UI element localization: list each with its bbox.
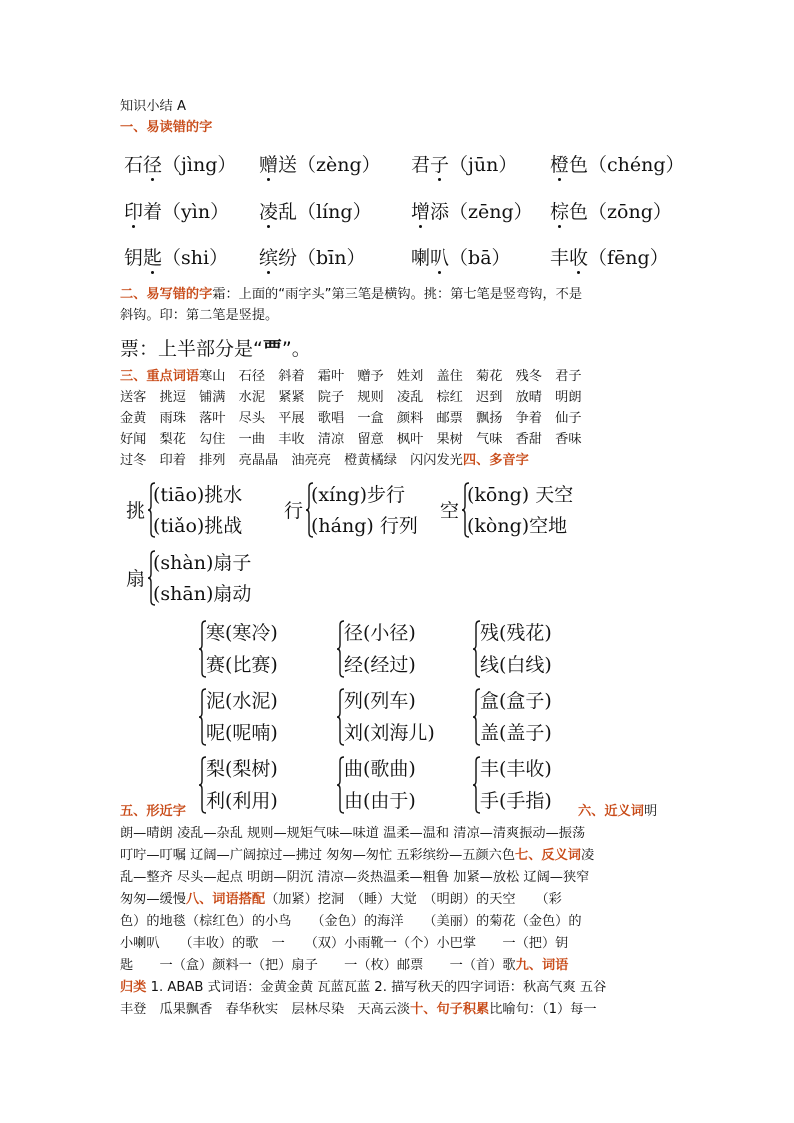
- section-1-heading: 一、易读错的字: [120, 120, 213, 135]
- section-8-heading: 八、词语搭配: [185, 892, 266, 907]
- category-text: 1. ABAB 式词语：金黄金黄 瓦蓝瓦蓝 2. 描写秋天的四字词语：秋高气爽 五谷: [146, 980, 607, 995]
- similar-char-item: 残(残花): [480, 622, 552, 644]
- collocation-line: [120, 955, 568, 976]
- similar-char-item: 盖(盖子): [480, 722, 552, 744]
- synonym-text: 叮咛—叮嘱 辽阔—广阔掠过—拂过 匆匆—匆忙 五彩缤纷—五颜六色: [120, 848, 516, 863]
- highlighted-char: 匙: [143, 247, 163, 269]
- similar-char-item: 呢(呢喃): [206, 722, 278, 744]
- highlighted-char: 收: [569, 247, 589, 269]
- pinyin-item: 印着（yìn）: [124, 201, 230, 223]
- vocab-row: 送客 挑逗 铺满 水泥 紧紧 院子 规则 凌乱 棕红 迟到 放晴 明朗: [120, 390, 582, 405]
- pinyin-item: 赠送（zèng）: [259, 154, 381, 176]
- section-4-heading: 四、多音字: [462, 453, 529, 468]
- collocation-line: 小喇叭 （丰收）的歌 一 （双）小雨靴一（个）小巴掌 一（把）钥: [120, 936, 569, 951]
- piao-radical: 覀: [262, 338, 282, 360]
- section-2-heading: 二、易写错的字: [120, 287, 213, 302]
- vocab-row-text: 过冬 印着 排列 亮晶晶 油亮亮 橙黄橘绿 闪闪发光: [120, 453, 463, 468]
- sentence-text: 比喻句：（1）每一: [489, 1002, 597, 1017]
- highlighted-char: 棕: [550, 201, 570, 223]
- reading-item: (háng) 行列: [311, 515, 418, 537]
- similar-char-item: 盒(盒子): [480, 690, 552, 712]
- section-6-heading: 六、近义词: [578, 804, 644, 819]
- similar-char-item: 手(手指): [480, 790, 552, 812]
- similar-char-item: 线(白线): [480, 654, 552, 676]
- collocation-text: 匙 一（盒）颜料一（把）扇子 一（枚）邮票 一（首）歌: [120, 958, 516, 973]
- section-10-heading: 十、句子积累: [410, 1002, 490, 1017]
- section-2-line-3: [120, 336, 311, 362]
- section-2-text: 霜：上面的“雨字头”第三笔是横钩。挑：第七笔是竖弯钩，不是: [212, 287, 583, 302]
- vocab-row: [120, 450, 529, 471]
- similar-char-item: 赛(比赛): [206, 654, 278, 676]
- pinyin-item: 缤纷（bīn）: [259, 247, 366, 269]
- polyphonic-char: 行: [284, 500, 304, 522]
- highlighted-char: 橙: [550, 154, 570, 176]
- piao-note-end: ”。: [281, 338, 311, 360]
- collocation-line: 色）的地毯（棕红色）的小鸟 （金色）的海洋 （美丽）的菊花（金色）的: [120, 914, 582, 929]
- section-7-tail: 凌: [580, 848, 595, 863]
- antonym-text: 匆匆—缓慢: [120, 892, 186, 907]
- vocab-row: 寒山 石径 斜着 霜叶 赠予 姓刘 盖住 菊花 残冬 君子: [199, 369, 582, 384]
- pinyin-item: 棕色（zōng）: [550, 201, 672, 223]
- similar-char-item: 利(利用): [206, 790, 278, 812]
- section-3-line-1: [120, 366, 582, 387]
- pinyin-item: 钥匙（shi）: [124, 247, 229, 269]
- section-7-heading: 七、反义词: [515, 848, 581, 863]
- reading-item: (kòng)空地: [467, 515, 568, 537]
- polyphonic-char: 空: [440, 500, 460, 522]
- reading-item: (tiāo)挑水: [153, 484, 243, 506]
- synonym-line: 朗—晴朗 凌乱—杂乱 规则—规矩气味—味道 温柔—温和 清凉—清爽振动—振荡: [120, 826, 586, 841]
- polyphonic-char: 扇: [126, 568, 146, 590]
- reading-item: (kōng) 天空: [467, 484, 574, 506]
- section-9-heading-cont: 归类: [120, 980, 147, 995]
- reading-item: (shān)扇动: [153, 583, 252, 605]
- section-2-line-2: 斜钩。印：第二笔是竖提。: [120, 308, 279, 323]
- antonym-line: 乱—整齐 尽头—起点 明朗—阴沉 清凉—炎热温柔—粗鲁 加紧—放松 辽阔—狭窄: [120, 870, 590, 885]
- highlighted-char: 凌: [259, 201, 279, 223]
- section-9-heading: 九、词语: [515, 958, 569, 973]
- reading-item: (tiǎo)挑战: [153, 515, 243, 537]
- vocab-row: 好闻 梨花 勾住 一曲 丰收 清凉 留意 枫叶 果树 气味 香甜 香味: [120, 432, 582, 447]
- similar-char-item: 寒(寒冷): [206, 622, 278, 644]
- similar-char-item: 刘(刘海儿): [344, 722, 435, 744]
- section-5-heading: 五、形近字: [120, 804, 186, 819]
- highlighted-char: 叭: [430, 247, 450, 269]
- section-6-tail: 明: [643, 804, 658, 819]
- pinyin-item: 增添（zēng）: [411, 201, 533, 223]
- similar-char-item: 经(经过): [344, 654, 416, 676]
- pinyin-item: 喇叭（bā）: [411, 247, 511, 269]
- page-title: 知识小结 A: [120, 99, 186, 114]
- collocation-text: （加紧）挖洞 （睡）大觉 （明朗）的天空 （彩: [265, 892, 562, 907]
- section-6-line-0: [578, 801, 657, 822]
- highlighted-char: 径: [143, 154, 163, 176]
- similar-char-item: 泥(水泥): [206, 690, 278, 712]
- similar-char-item: 梨(梨树): [206, 758, 278, 780]
- highlighted-char: 印: [124, 201, 144, 223]
- pinyin-item: 君子（jūn）: [411, 154, 518, 176]
- highlighted-char: 缤: [259, 247, 279, 269]
- similar-char-item: 由(由于): [344, 790, 416, 812]
- similar-char-item: 曲(歌曲): [344, 758, 416, 780]
- pinyin-item: 凌乱（líng）: [259, 201, 372, 223]
- similar-char-item: 丰(丰收): [480, 758, 552, 780]
- pinyin-item: 橙色（chéng）: [550, 154, 685, 176]
- pinyin-item: 石径（jìng）: [124, 154, 237, 176]
- highlighted-char: 子: [430, 154, 450, 176]
- polyphonic-char: 挑: [126, 500, 146, 522]
- highlighted-char: 增: [411, 201, 431, 223]
- highlighted-char: 赠: [259, 154, 279, 176]
- category-text: 丰登 瓜果飘香 春华秋实 层林尽染 天高云淡: [120, 1002, 411, 1017]
- synonym-line: [120, 845, 594, 866]
- reading-item: (xíng)步行: [311, 484, 406, 506]
- pinyin-item: 丰收（fēng）: [550, 247, 669, 269]
- section-2-line-1: [120, 284, 582, 305]
- similar-char-item: 径(小径): [344, 622, 416, 644]
- piao-note: 票：上半部分是“: [120, 338, 263, 360]
- similar-char-item: 列(列车): [344, 690, 416, 712]
- category-line: [120, 999, 597, 1020]
- antonym-line: [120, 889, 562, 910]
- reading-item: (shàn)扇子: [153, 552, 252, 574]
- vocab-row: 金黄 雨珠 落叶 尽头 平展 歌唱 一盒 颜料 邮票 飘扬 争着 仙子: [120, 411, 582, 426]
- category-line: [120, 977, 606, 998]
- section-3-heading: 三、重点词语: [120, 369, 200, 384]
